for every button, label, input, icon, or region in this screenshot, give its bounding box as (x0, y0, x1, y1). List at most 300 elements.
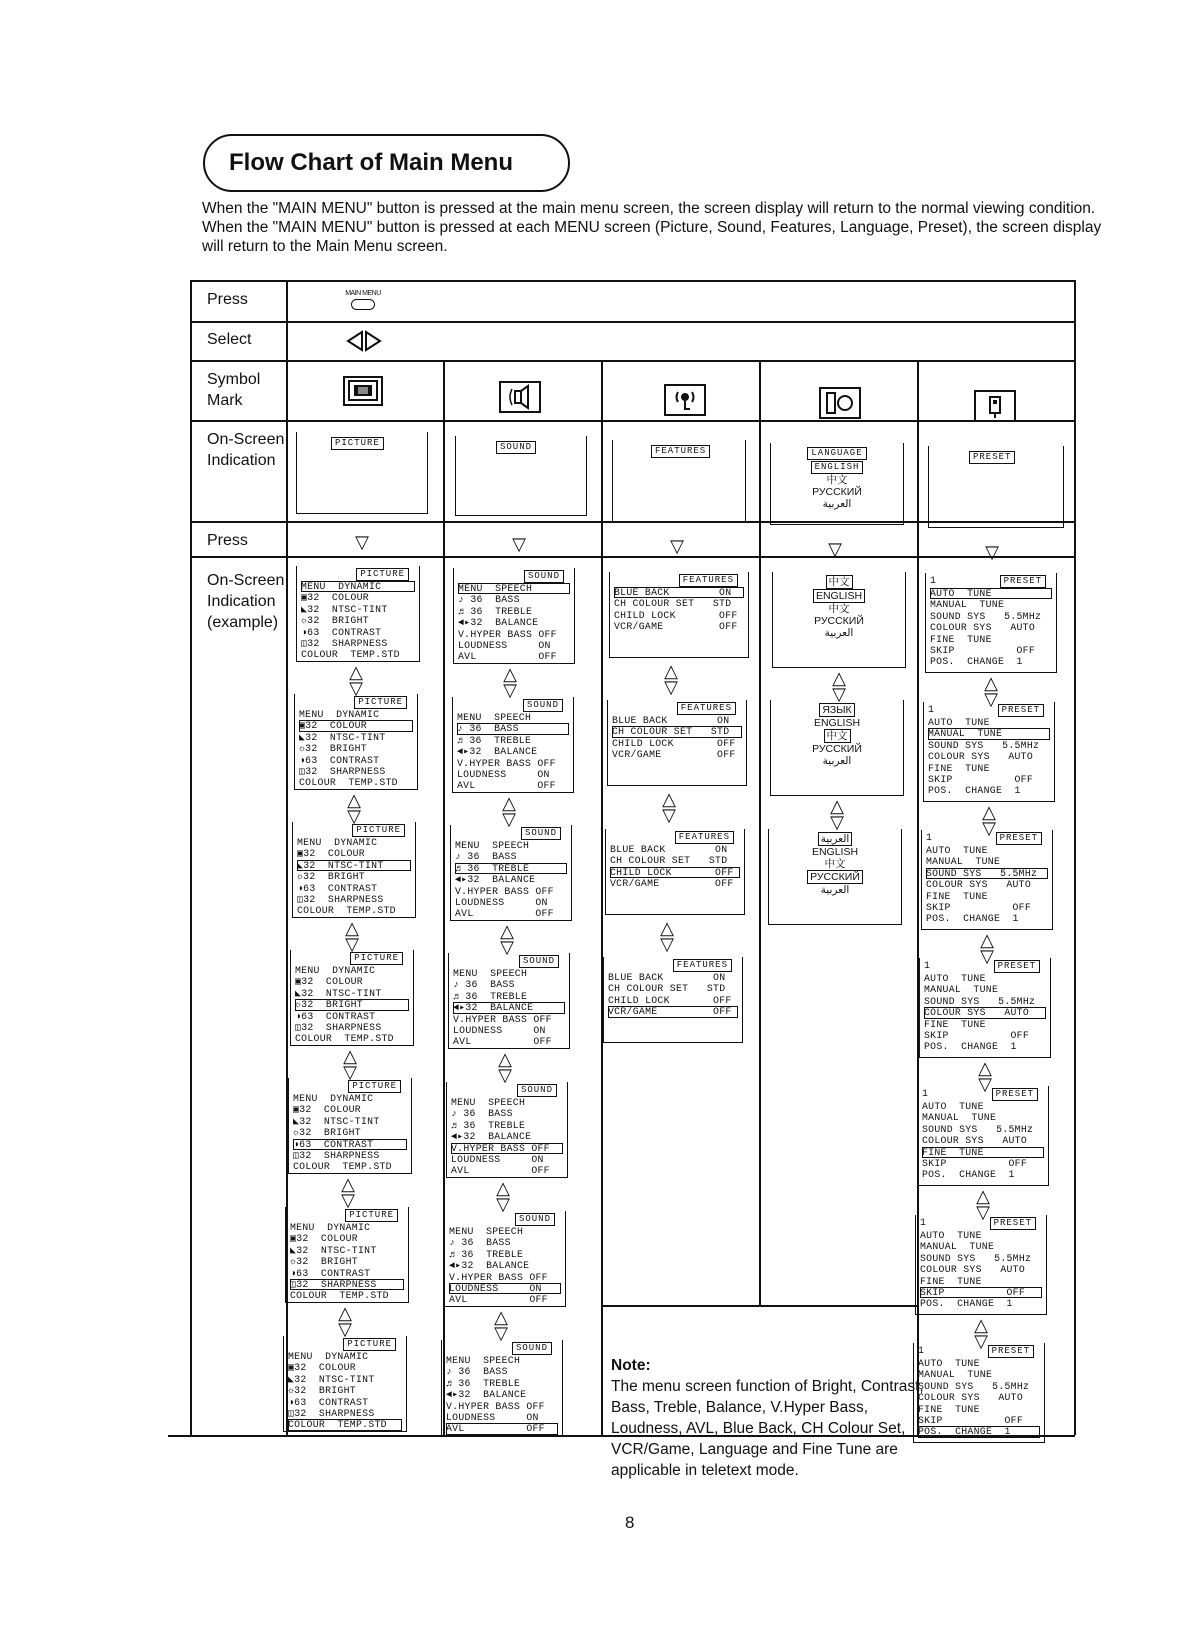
picture-screen-tag: PICTURE (356, 568, 409, 581)
preset-menu-row[interactable]: POS. CHANGE 1 (924, 1041, 1017, 1053)
picture-menu-row[interactable]: ☼32 BRIGHT (299, 743, 367, 755)
sound-menu-row[interactable]: MENU SPEECH (457, 712, 532, 723)
preset-menu-row[interactable]: MANUAL TUNE (918, 1369, 993, 1381)
picture-menu-row[interactable]: MENU DYNAMIC (297, 837, 378, 848)
sound-menu-row[interactable]: ♬ 36 TREBLE (451, 1119, 526, 1131)
preset-menu-row[interactable]: AUTO TUNE (928, 717, 990, 728)
preset-menu-row[interactable]: MANUAL TUNE (920, 1241, 995, 1253)
up-down-arrow-icon: △ ▽ (500, 921, 514, 957)
up-down-arrow-icon: △ ▽ (338, 1303, 352, 1339)
picture-menu-row[interactable]: ◣32 NTSC-TINT (288, 1373, 375, 1385)
picture-menu-row[interactable]: ◑63 CONTRAST (290, 1267, 371, 1279)
preset-menu-screen (923, 702, 1055, 802)
sound-menu-row[interactable]: V.HYPER BASS OFF (457, 757, 556, 769)
note-top-rule (601, 1305, 917, 1307)
picture-menu-screen (296, 566, 420, 662)
features-menu-row[interactable]: CHILD LOCK OFF (614, 609, 738, 621)
language-option[interactable]: العربية (822, 755, 852, 767)
page-title-text: Flow Chart of Main Menu (229, 149, 513, 176)
table-right-border (1074, 280, 1076, 1435)
language-menu-screen (772, 572, 906, 668)
row-label-select: Select (207, 331, 252, 348)
features-menu-row[interactable]: BLUE BACK ON (612, 715, 730, 726)
sound-menu-row[interactable]: AVL OFF (451, 1165, 550, 1177)
preset-menu-row[interactable]: FINE TUNE (924, 1018, 986, 1030)
preset-menu-row[interactable]: COLOUR SYS AUTO (926, 879, 1032, 891)
preset-menu-row[interactable]: FINE TUNE (930, 633, 992, 645)
main-menu-button-label: MAIN MENU (345, 290, 381, 297)
picture-menu-row[interactable]: ◫32 SHARPNESS (290, 1279, 404, 1290)
up-down-arrow-icon: △ ▽ (982, 802, 996, 838)
sound-menu-row[interactable]: MENU SPEECH (455, 840, 530, 851)
sound-menu-row[interactable]: MENU SPEECH (446, 1355, 521, 1366)
features-menu-row[interactable]: CH COLOUR SET STD (608, 983, 726, 995)
picture-menu-row[interactable]: ◑63 CONTRAST (297, 882, 378, 894)
picture-menu-row[interactable]: MENU DYNAMIC (293, 1093, 374, 1104)
features-screen-tag: FEATURES (679, 574, 738, 587)
picture-menu-row[interactable]: ☼32 BRIGHT (293, 1127, 361, 1139)
sound-menu-row[interactable]: ♪ 36 BASS (451, 1108, 513, 1120)
picture-menu-row[interactable]: COLOUR TEMP.STD (297, 905, 396, 917)
sound-tag: SOUND (496, 441, 536, 454)
sound-menu-row[interactable]: AVL OFF (446, 1423, 558, 1434)
preset-menu-row[interactable]: FINE TUNE (918, 1403, 980, 1415)
preset-menu-row[interactable]: COLOUR SYS AUTO (924, 1007, 1046, 1018)
picture-menu-row[interactable]: ▣32 COLOUR (293, 1104, 361, 1116)
sound-menu-row[interactable]: ♪ 36 BASS (457, 723, 569, 734)
row-rule (190, 420, 1075, 422)
preset-menu-row[interactable]: MANUAL TUNE (928, 728, 1050, 739)
sound-menu-screen (441, 1340, 563, 1436)
picture-menu-row[interactable]: COLOUR TEMP.STD (293, 1161, 392, 1173)
sound-screen-tag: SOUND (515, 1213, 555, 1226)
preset-screen-header (926, 832, 1048, 845)
channel-number: 1 (920, 1217, 927, 1228)
sound-menu-row[interactable]: V.HYPER BASS OFF (458, 628, 557, 640)
preset-screen-header (930, 575, 1052, 588)
sound-menu-row[interactable]: ♬ 36 TREBLE (449, 1248, 524, 1260)
sound-screen-tag: SOUND (519, 955, 559, 968)
features-screen-tag: FEATURES (677, 702, 736, 715)
preset-menu-row[interactable]: SOUND SYS 5.5MHz (918, 1380, 1030, 1392)
picture-screen-tag: PICTURE (352, 824, 405, 837)
picture-screen-tag: PICTURE (343, 1338, 396, 1351)
sound-menu-row[interactable]: V.HYPER BASS OFF (453, 1013, 552, 1025)
features-menu-row[interactable]: VCR/GAME OFF (612, 749, 736, 761)
sound-menu-row[interactable]: ◄▸32 BALANCE (451, 1131, 532, 1143)
features-indication (612, 440, 746, 522)
picture-screen-header (290, 1209, 404, 1222)
preset-menu-row[interactable]: SOUND SYS 5.5MHz (926, 868, 1048, 879)
sound-menu-screen (453, 568, 575, 664)
channel-number: 1 (926, 832, 933, 843)
preset-menu-row[interactable]: SOUND SYS 5.5MHz (922, 1123, 1034, 1135)
sound-menu-row[interactable]: ♪ 36 BASS (453, 979, 515, 991)
preset-screen-tag: PRESET (990, 1217, 1036, 1230)
channel-number: 1 (930, 575, 937, 586)
sound-menu-row[interactable]: LOUDNESS ON (455, 896, 548, 908)
sound-menu-row[interactable]: MENU SPEECH (458, 583, 570, 594)
chinese-option: 中文 (826, 474, 848, 486)
sound-menu-row[interactable]: MENU SPEECH (453, 968, 528, 979)
down-arrow-icon: ▽ (512, 534, 526, 554)
sound-menu-row[interactable]: ◄▸32 BALANCE (446, 1389, 527, 1401)
picture-screen-header (299, 696, 413, 709)
up-down-arrow-icon: △ ▽ (984, 673, 998, 709)
sound-menu-row[interactable]: AVL OFF (449, 1294, 548, 1306)
sound-menu-row[interactable]: ♪ 36 BASS (446, 1366, 508, 1378)
features-screen-tag: FEATURES (675, 831, 734, 844)
preset-menu-row[interactable]: FINE TUNE (922, 1147, 1044, 1158)
up-down-arrow-icon: △ ▽ (974, 1315, 988, 1351)
picture-menu-screen (285, 1207, 409, 1303)
sound-menu-row[interactable]: AVL OFF (453, 1036, 552, 1048)
preset-menu-row[interactable]: SOUND SYS 5.5MHz (930, 610, 1042, 622)
sound-menu-row[interactable]: ♬ 36 TREBLE (453, 990, 528, 1002)
picture-menu-row[interactable]: ◫32 SHARPNESS (301, 637, 388, 649)
picture-menu-row[interactable]: MENU DYNAMIC (295, 965, 376, 976)
preset-menu-row[interactable]: SKIP OFF (924, 1029, 1030, 1041)
sound-menu-row[interactable]: ♬ 36 TREBLE (457, 734, 532, 746)
features-menu-screen (605, 829, 745, 915)
sound-menu-row[interactable]: V.HYPER BASS OFF (449, 1271, 548, 1283)
preset-menu-row[interactable]: SOUND SYS 5.5MHz (924, 995, 1036, 1007)
channel-number: 1 (928, 704, 935, 715)
language-icon[interactable] (819, 387, 861, 419)
picture-screen-tag: PICTURE (345, 1209, 398, 1222)
sound-menu-row[interactable]: AVL OFF (457, 780, 556, 792)
preset-menu-row[interactable]: SKIP OFF (930, 644, 1036, 656)
picture-menu-row[interactable]: ▣32 COLOUR (295, 976, 363, 988)
sound-menu-row[interactable]: ♪ 36 BASS (455, 851, 517, 863)
features-menu-row[interactable]: CHILD LOCK OFF (612, 737, 736, 749)
sound-menu-row[interactable]: LOUDNESS ON (458, 639, 551, 651)
picture-menu-row[interactable]: ◫32 SHARPNESS (293, 1149, 380, 1161)
features-menu-screen (603, 957, 743, 1043)
sound-menu-row[interactable]: AVL OFF (458, 651, 557, 663)
sound-menu-row[interactable]: MENU SPEECH (451, 1097, 526, 1108)
sound-menu-row[interactable]: ◄▸32 BALANCE (455, 874, 536, 886)
sound-menu-row[interactable]: ♬ 36 TREBLE (446, 1377, 521, 1389)
features-menu-screen (609, 572, 749, 658)
picture-menu-row[interactable]: ◑63 CONTRAST (301, 626, 382, 638)
preset-icon[interactable] (974, 390, 1016, 422)
picture-screen-header (301, 568, 415, 581)
preset-screen-tag: PRESET (994, 960, 1040, 973)
preset-menu-row[interactable]: SKIP OFF (922, 1157, 1028, 1169)
language-screen-header: ЯЗЫК (819, 703, 854, 717)
row-rule (190, 360, 1075, 362)
preset-menu-row[interactable]: FINE TUNE (926, 890, 988, 902)
preset-menu-row[interactable]: SOUND SYS 5.5MHz (920, 1252, 1032, 1264)
language-option[interactable]: 中文 (824, 729, 851, 743)
left-right-select-icon[interactable] (344, 330, 384, 352)
picture-menu-row[interactable]: MENU DYNAMIC (290, 1222, 371, 1233)
features-menu-row[interactable]: BLUE BACK ON (610, 844, 728, 855)
sound-screen-header (446, 1342, 558, 1355)
picture-menu-row[interactable]: COLOUR TEMP.STD (295, 1033, 394, 1045)
picture-menu-row[interactable]: COLOUR TEMP.STD (288, 1419, 402, 1430)
language-option[interactable]: РУССКИЙ (807, 870, 863, 884)
sound-menu-row[interactable]: ◄▸32 BALANCE (457, 746, 538, 758)
note-text: The menu screen function of Bright, Contrast, Bass, Treble, Balance, V.Hyper Bass, Loudness, AVL, Blue Back, CH Colour Set, VCR/Game, Language and Fine Tune are applicable in teletext mode. (611, 1378, 924, 1479)
sound-menu-row[interactable]: ◄▸32 BALANCE (458, 617, 539, 629)
picture-menu-row[interactable]: MENU DYNAMIC (299, 709, 380, 720)
sound-menu-row[interactable]: LOUDNESS ON (446, 1411, 539, 1423)
row-label-symbol-mark: Symbol Mark (207, 371, 261, 409)
picture-menu-row[interactable]: ▣32 COLOUR (301, 592, 369, 604)
preset-menu-row[interactable]: SKIP OFF (928, 773, 1034, 785)
picture-menu-row[interactable]: ☼32 BRIGHT (301, 615, 369, 627)
picture-menu-row[interactable]: ☼32 BRIGHT (295, 999, 409, 1010)
row-rule (190, 556, 1075, 558)
sound-screen-header (458, 570, 570, 583)
down-arrow-icon: ▽ (355, 532, 369, 552)
picture-menu-row[interactable]: ◣32 NTSC-TINT (299, 731, 386, 743)
note-title: Note: (611, 1357, 651, 1374)
preset-screen-header (920, 1217, 1042, 1230)
preset-menu-row[interactable]: SOUND SYS 5.5MHz (928, 739, 1040, 751)
sound-menu-row[interactable]: V.HYPER BASS OFF (455, 885, 554, 897)
language-option[interactable]: العربية (824, 627, 854, 639)
picture-screen-header (293, 1080, 407, 1093)
preset-menu-row[interactable]: POS. CHANGE 1 (920, 1298, 1013, 1310)
sound-menu-row[interactable]: AVL OFF (455, 908, 554, 920)
page-title (203, 134, 570, 192)
intro-paragraph: When the "MAIN MENU" button is pressed at the main menu screen, the screen display will return to the normal viewing condition. When the "MAIN MENU" button is pressed at each MENU screen (Picture, Sound, Features, Language, Preset), the screen display will return to the Main Menu screen. (202, 200, 1102, 255)
picture-menu-row[interactable]: ☼32 BRIGHT (290, 1256, 358, 1268)
preset-indication (928, 446, 1064, 528)
down-arrow-icon: ▽ (670, 536, 684, 556)
sound-menu-row[interactable]: ◄▸32 BALANCE (453, 1002, 565, 1013)
picture-menu-row[interactable]: COLOUR TEMP.STD (290, 1290, 389, 1302)
sound-screen-header (455, 827, 567, 840)
sound-screen-tag: SOUND (523, 699, 563, 712)
picture-menu-row[interactable]: ◫32 SHARPNESS (295, 1021, 382, 1033)
language-option[interactable]: РУССКИЙ (814, 615, 864, 627)
preset-menu-row[interactable]: COLOUR SYS AUTO (930, 622, 1036, 634)
preset-menu-row[interactable]: MANUAL TUNE (924, 984, 999, 996)
sound-screen-header (451, 1084, 563, 1097)
picture-menu-row[interactable]: COLOUR TEMP.STD (301, 649, 400, 661)
sound-menu-row[interactable]: ♪ 36 BASS (449, 1237, 511, 1249)
up-down-arrow-icon: △ ▽ (503, 664, 517, 700)
features-menu-row[interactable]: CH COLOUR SET STD (614, 598, 732, 610)
preset-menu-row[interactable]: AUTO TUNE (930, 588, 1052, 599)
picture-menu-row[interactable]: ▣32 COLOUR (288, 1362, 356, 1374)
preset-tag: PRESET (969, 451, 1015, 464)
note (611, 1355, 933, 1481)
preset-screen-tag: PRESET (1000, 575, 1046, 588)
picture-screen-header (295, 952, 409, 965)
preset-screen-tag: PRESET (988, 1345, 1034, 1358)
preset-menu-row[interactable]: POS. CHANGE 1 (918, 1426, 1040, 1437)
preset-menu-screen (919, 958, 1051, 1058)
sound-menu-row[interactable]: LOUDNESS ON (451, 1153, 544, 1165)
row-label-press: Press (207, 291, 248, 308)
features-menu-row[interactable]: VCR/GAME OFF (614, 621, 738, 633)
picture-menu-screen (294, 694, 418, 790)
row-label-press-down: Press (207, 532, 248, 549)
main-menu-button[interactable] (340, 290, 386, 310)
up-down-arrow-icon: △ ▽ (496, 1178, 510, 1214)
picture-menu-row[interactable]: ◣32 NTSC-TINT (290, 1244, 377, 1256)
sound-menu-row[interactable]: LOUDNESS ON (457, 768, 550, 780)
preset-menu-row[interactable]: COLOUR SYS AUTO (918, 1392, 1024, 1404)
preset-menu-row[interactable]: COLOUR SYS AUTO (920, 1264, 1026, 1276)
picture-menu-row[interactable]: ☼32 BRIGHT (297, 871, 365, 883)
language-option[interactable]: ENGLISH (813, 589, 865, 603)
picture-menu-row[interactable]: ◑63 CONTRAST (299, 754, 380, 766)
preset-menu-row[interactable]: FINE TUNE (920, 1275, 982, 1287)
sound-menu-row[interactable]: V.HYPER BASS OFF (451, 1143, 563, 1154)
preset-menu-row[interactable]: COLOUR SYS AUTO (928, 751, 1034, 763)
sound-menu-row[interactable]: ♬ 36 TREBLE (455, 863, 567, 874)
russian-option: РУССКИЙ (812, 486, 862, 498)
language-indication (770, 443, 904, 525)
table-left-border (190, 280, 192, 1435)
preset-menu-row[interactable]: SKIP OFF (920, 1287, 1042, 1298)
preset-menu-row[interactable]: AUTO TUNE (920, 1230, 982, 1241)
sound-menu-row[interactable]: ♬ 36 TREBLE (458, 605, 533, 617)
preset-menu-row[interactable]: AUTO TUNE (918, 1358, 980, 1369)
up-down-arrow-icon: △ ▽ (343, 1046, 357, 1082)
features-menu-row[interactable]: CHILD LOCK OFF (608, 994, 732, 1006)
row-rule (190, 321, 1075, 323)
picture-menu-row[interactable]: ◑63 CONTRAST (293, 1139, 407, 1150)
language-option[interactable]: 中文 (824, 858, 846, 870)
sound-menu-row[interactable]: ♪ 36 BASS (458, 594, 520, 606)
sound-menu-row[interactable]: V.HYPER BASS OFF (446, 1400, 545, 1412)
features-icon[interactable] (664, 384, 706, 416)
preset-menu-row[interactable]: COLOUR SYS AUTO (922, 1135, 1028, 1147)
preset-menu-row[interactable]: AUTO TUNE (922, 1101, 984, 1112)
channel-number: 1 (924, 960, 931, 971)
features-tag: FEATURES (651, 445, 710, 458)
picture-menu-row[interactable]: ◫32 SHARPNESS (297, 893, 384, 905)
up-down-arrow-icon: △ ▽ (830, 796, 844, 832)
picture-indication (296, 432, 428, 514)
up-down-arrow-icon: △ ▽ (347, 790, 361, 826)
sound-icon[interactable] (499, 381, 541, 413)
picture-menu-row[interactable]: ▣32 COLOUR (290, 1233, 358, 1245)
preset-menu-row[interactable]: MANUAL TUNE (922, 1112, 997, 1124)
picture-icon[interactable] (343, 376, 383, 406)
language-option[interactable]: ENGLISH (811, 846, 859, 858)
preset-menu-row[interactable]: POS. CHANGE 1 (930, 656, 1023, 668)
features-menu-row[interactable]: VCR/GAME OFF (608, 1006, 738, 1017)
channel-number: 1 (922, 1088, 929, 1099)
picture-menu-row[interactable]: ◫32 SHARPNESS (288, 1407, 375, 1419)
picture-menu-screen (292, 822, 416, 918)
preset-menu-row[interactable]: MANUAL TUNE (930, 599, 1005, 611)
preset-menu-row[interactable]: POS. CHANGE 1 (922, 1169, 1015, 1181)
features-screen-header (610, 831, 740, 844)
preset-screen-header (918, 1345, 1040, 1358)
preset-menu-row[interactable]: AUTO TUNE (924, 973, 986, 984)
picture-screen-tag: PICTURE (354, 696, 407, 709)
sound-screen-tag: SOUND (517, 1084, 557, 1097)
preset-menu-row[interactable]: SKIP OFF (926, 901, 1032, 913)
picture-menu-row[interactable]: COLOUR TEMP.STD (299, 777, 398, 789)
sound-indication (455, 436, 587, 516)
sound-menu-row[interactable]: MENU SPEECH (449, 1226, 524, 1237)
language-screen-header: 中文 (826, 575, 853, 589)
picture-menu-row[interactable]: ◑63 CONTRAST (295, 1010, 376, 1022)
picture-screen-header (288, 1338, 402, 1351)
sound-menu-row[interactable]: LOUDNESS ON (449, 1283, 561, 1294)
language-option[interactable]: ENGLISH (813, 717, 861, 729)
picture-tag: PICTURE (331, 437, 384, 450)
picture-menu-row[interactable]: ◑63 CONTRAST (288, 1396, 369, 1408)
preset-menu-row[interactable]: POS. CHANGE 1 (926, 913, 1019, 925)
down-arrow-icon: ▽ (985, 542, 999, 562)
page-number: 8 (625, 1513, 635, 1532)
sound-menu-screen (444, 1211, 566, 1307)
sound-menu-row[interactable]: LOUDNESS ON (453, 1024, 546, 1036)
up-down-arrow-icon: △ ▽ (341, 1174, 355, 1210)
picture-menu-row[interactable]: ◣32 NTSC-TINT (293, 1115, 380, 1127)
picture-menu-row[interactable]: ◫32 SHARPNESS (299, 765, 386, 777)
column-divider (759, 360, 761, 1305)
column-divider (601, 360, 603, 1435)
sound-menu-screen (446, 1082, 568, 1178)
picture-menu-row[interactable]: MENU DYNAMIC (301, 581, 415, 592)
features-menu-row[interactable]: CHILD LOCK OFF (610, 867, 740, 878)
up-down-arrow-icon: △ ▽ (978, 1058, 992, 1094)
preset-menu-row[interactable]: AUTO TUNE (926, 845, 988, 856)
picture-menu-row[interactable]: ▣32 COLOUR (297, 848, 365, 860)
features-menu-row[interactable]: VCR/GAME OFF (610, 878, 734, 890)
sound-screen-header (457, 699, 569, 712)
preset-screen-header (924, 960, 1046, 973)
picture-menu-screen (288, 1078, 412, 1174)
channel-number: 1 (918, 1345, 925, 1356)
preset-screen-header (922, 1088, 1044, 1101)
language-option[interactable]: РУССКИЙ (812, 743, 862, 755)
features-menu-row[interactable]: BLUE BACK ON (614, 587, 744, 598)
sound-screen-header (453, 955, 565, 968)
features-menu-row[interactable]: CH COLOUR SET STD (612, 726, 742, 737)
language-option[interactable]: 中文 (828, 603, 850, 615)
preset-menu-row[interactable]: POS. CHANGE 1 (928, 785, 1021, 797)
up-down-arrow-icon: △ ▽ (976, 1186, 990, 1222)
picture-menu-row[interactable]: ▣32 COLOUR (299, 720, 413, 731)
sound-screen-tag: SOUND (524, 570, 564, 583)
preset-menu-row[interactable]: FINE TUNE (928, 762, 990, 774)
sound-menu-screen (448, 953, 570, 1049)
preset-menu-row[interactable]: MANUAL TUNE (926, 856, 1001, 868)
preset-screen-tag: PRESET (998, 704, 1044, 717)
up-down-arrow-icon: △ ▽ (494, 1307, 508, 1343)
picture-menu-row[interactable]: ☼32 BRIGHT (288, 1385, 356, 1397)
sound-menu-row[interactable]: ◄▸32 BALANCE (449, 1260, 530, 1272)
up-down-arrow-icon: △ ▽ (660, 918, 674, 954)
language-option[interactable]: العربية (820, 884, 850, 896)
picture-menu-row[interactable]: ◣32 NTSC-TINT (295, 987, 382, 999)
language-menu-screen (770, 700, 904, 796)
features-menu-row[interactable]: CH COLOUR SET STD (610, 855, 728, 867)
picture-menu-row[interactable]: ◣32 NTSC-TINT (301, 603, 388, 615)
picture-menu-row[interactable]: MENU DYNAMIC (288, 1351, 369, 1362)
down-arrow-icon: ▽ (828, 539, 842, 559)
sound-menu-screen (452, 697, 574, 793)
picture-menu-row[interactable]: ◣32 NTSC-TINT (297, 860, 411, 871)
picture-screen-tag: PICTURE (350, 952, 403, 965)
features-menu-row[interactable]: BLUE BACK ON (608, 972, 726, 983)
preset-menu-row[interactable]: SKIP OFF (918, 1414, 1024, 1426)
english-tag: ENGLISH (811, 461, 864, 474)
